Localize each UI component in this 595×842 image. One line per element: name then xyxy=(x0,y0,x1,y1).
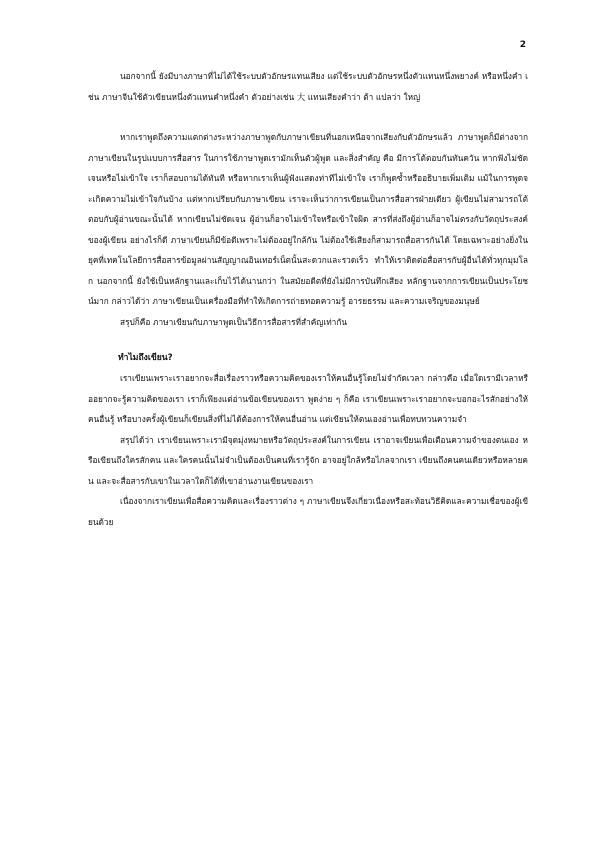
paragraph-spacer xyxy=(88,107,528,127)
paragraph-4: เราเขียนเพราะเราอยากจะสื่อเรื่องราวหรือความคิดของเราให้คนอื่นรู้โดยไม่จำกัดเวลา กล่าวคือ เมื่อใดเรามีเวลาหรืออยากจะรู้ความคิดของเรา เราก็เพียงแต่อ่านข้อเขียนของเรา พูดง่าย ๆ ก็คือ เราเขียนเพราะเราอยากจะบอกอะไรสักอย่างให้คนอื่นรู้ หรือบางครั้งผู้เขียนก็เขียนสิ่งที่ไม่ได้ต้องการให้คนอื่นอ่าน แต่เขียนให้ตนเองอ่านเพื่อทบทวนความจำ xyxy=(88,373,528,424)
paragraph-2: หากเราพูดถึงความแตกต่างระหว่างภาษาพูดกับภาษาเขียนที่นอกเหนือจากเสียงกับตัวอักษรแล้ว ภาษาพูดก็มีต่างจากภาษาเขียนในรูปแบบการสื่อสาร ในการใช้ภาษาพูดเรามักเห็นตัวผู้พูด และสิ่งสำคัญ คือ มีการโต้ตอบกันทันควัน หากฟังไม่ชัดเจนหรือไม่เข้าใจ เราก็สอบถามได้ทันที หรือหากเราเห็นผู้ฟังแสดงท่าทีไม่เข้าใจ เราก็พูดซ้ำหรืออธิบายเพิ่มเติม แม้ในการพูดจะเกิดความไม่เข้าใจกันบ้าง แต่หากเปรียบกับภาษาเขียน เราจะเห็นว่าการเขียนเป็นการสื่อสารฝ่ายเดียว ผู้เขียนไม่สามารถโต้ตอบกับผู้อ่านขณะนั้นได้ หากเขียนไม่ชัดเจน ผู้อ่านก็อาจไม่เข้าใจหรือเข้าใจผิด สารที่ส่งถึงผู้อ่านก็อาจไม่ตรงกับวัตถุประสงค์ของผู้เขียน อย่างไรก็ดี ภาษาเขียนก็มีข้อดีเพราะไม่ต้องอยู่ใกล้กัน ไม่ต้องใช้เสียงก็สามารถสื่อสารกันได้ โดยเฉพาะอย่างยิ่งในยุคที่เทคโนโลยีการสื่อสารข้อมูลผ่านสัญญาณอินเทอร์เน็ตนั้นสะดวกและรวดเร็ว ทำให้เราติดต่อสื่อสารกับผู้อื่นได้ทั่วทุกมุมโลก นอกจากนี้ ยังใช้เป็นหลักฐานและเก็บไว้ได้นานกว่า ในสมัยอดีตที่ยังไม่มีการบันทึกเสียง หลักฐานจากการเขียนเป็นประโยชน์มาก กล่าวได้ว่า ภาษาเขียนเป็นเครื่องมือที่ทำให้เกิดการถ่ายทอดความรู้ อารยธรรม และความเจริญของมนุษย์ xyxy=(88,132,528,306)
page-number: 2 xyxy=(519,40,526,50)
paragraph-1: นอกจากนี้ ยังมีบางภาษาที่ไม่ได้ใช้ระบบตัวอักษรแทนเสียง แต่ใช้ระบบตัวอักษรหนึ่งตัวแทนหนึ่งพยางค์ หรือหนึ่งคำ เช่น ภาษาจีนใช้ตัวเขียนหนึ่งตัวแทนคำหนึ่งคำ ตัวอย่างเช่น 大 แทนเสียงคำว่า ต้า แปลว่า ใหญ่ xyxy=(88,71,528,102)
paragraph-3: สรุปก็คือ ภาษาเขียนกับภาษาพูดเป็นวิธีการสื่อสารที่สำคัญเท่ากัน xyxy=(120,316,348,327)
page-body xyxy=(88,66,528,532)
paragraph-6: เนื่องจากเราเขียนเพื่อสื่อความคิดและเรื่องราวต่าง ๆ ภาษาเขียนจึงเกี่ยวเนื่องหรือสะท้อนวิธีคิดและความเชื่อของผู้เขียนด้วย xyxy=(88,496,528,527)
section-spacer xyxy=(88,332,528,348)
paragraph-5: สรุปได้ว่า เราเขียนเพราะเรามีจุดมุ่งหมายหรือวัตถุประสงค์ในการเขียน เราอาจเขียนเพื่อเตือนความจำของตนเอง หรือเขียนถึงใครสักคน และใครคนนั้นไม่จำเป็นต้องเป็นคนที่เรารู้จัก อาจอยู่ใกล้หรือไกลจากเรา เขียนถึงคนคนเดียวหรือหลายคน และจะสื่อสารกับเขาในเวลาใดก็ได้ที่เขาอ่านงานเขียนของเรา xyxy=(88,434,528,486)
section-heading: ทำไมถึงเขียน? xyxy=(118,353,173,363)
